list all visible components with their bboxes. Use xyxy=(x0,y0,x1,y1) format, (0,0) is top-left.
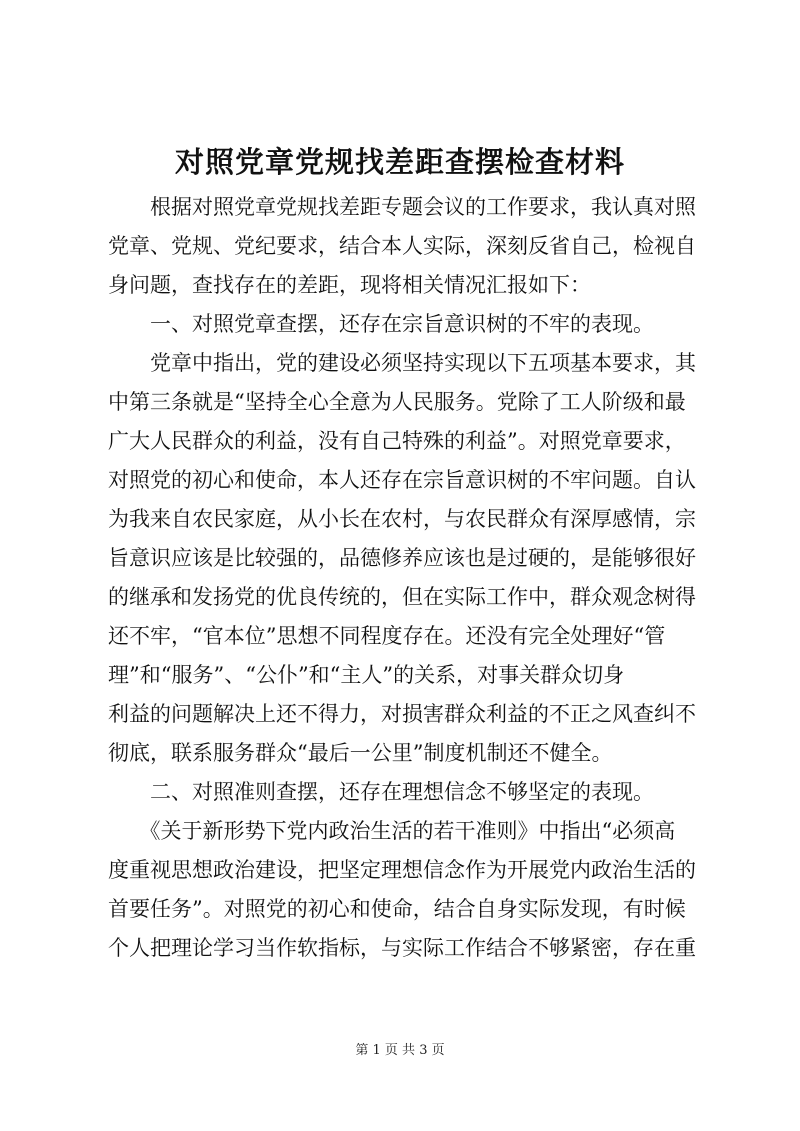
body-line: 党章、党规、党纪要求，结合本人实际，深刻反省自己，检视自 xyxy=(108,234,696,258)
body-line: 首要任务”。对照党的初心和使命，结合自身实际发现，有时候 xyxy=(108,897,686,921)
body-line: 彻底，联系服务群众“最后一公里”制度机制还不健全。 xyxy=(108,741,613,765)
body-line: 身问题，查找存在的差距，现将相关情况汇报如下： xyxy=(108,273,591,297)
section-heading: 二、对照准则查摆，还存在理想信念不够坚定的表现。 xyxy=(108,780,654,804)
document-title: 对照党章党规找差距查摆检查材料 xyxy=(174,145,625,179)
body-line: 根据对照党章党规找差距专题会议的工作要求，我认真对照 xyxy=(108,195,696,219)
body-line: 理”和“服务”、“公仆”和“主人”的关系，对事关群众切身 xyxy=(108,663,625,687)
body-line: 《关于新形势下党内政治生活的若干准则》中指出“必须高 xyxy=(108,819,676,843)
page-number: 第 1 页 共 3 页 xyxy=(355,1043,445,1058)
body-line: 党章中指出，党的建设必须坚持实现以下五项基本要求，其 xyxy=(108,351,696,375)
body-line: 的继承和发扬党的优良传统的，但在实际工作中，群众观念树得 xyxy=(108,585,696,609)
body-line: 度重视思想政治建设，把坚定理想信念作为开展党内政治生活的 xyxy=(108,858,696,882)
body-line: 个人把理论学习当作软指标，与实际工作结合不够紧密，存在重 xyxy=(108,936,696,960)
body-line: 为我来自农民家庭，从小长在农村，与农民群众有深厚感情，宗 xyxy=(108,507,696,531)
body-line: 中第三条就是“坚持全心全意为人民服务。党除了工人阶级和最 xyxy=(108,390,686,414)
body-line: 广大人民群众的利益，没有自己特殊的利益”。对照党章要求， xyxy=(108,429,686,453)
body-line: 对照党的初心和使命，本人还存在宗旨意识树的不牢问题。自认 xyxy=(108,468,696,492)
section-heading: 一、对照党章查摆，还存在宗旨意识树的不牢的表现。 xyxy=(108,312,654,336)
document-body xyxy=(108,188,700,968)
body-line: 旨意识应该是比较强的，品德修养应该也是过硬的，是能够很好 xyxy=(108,546,696,570)
body-line: 还不牢，“官本位”思想不同程度存在。还没有完全处理好“管 xyxy=(108,624,666,648)
body-line: 利益的问题解决上还不得力，对损害群众利益的不正之风查纠不 xyxy=(108,702,696,726)
